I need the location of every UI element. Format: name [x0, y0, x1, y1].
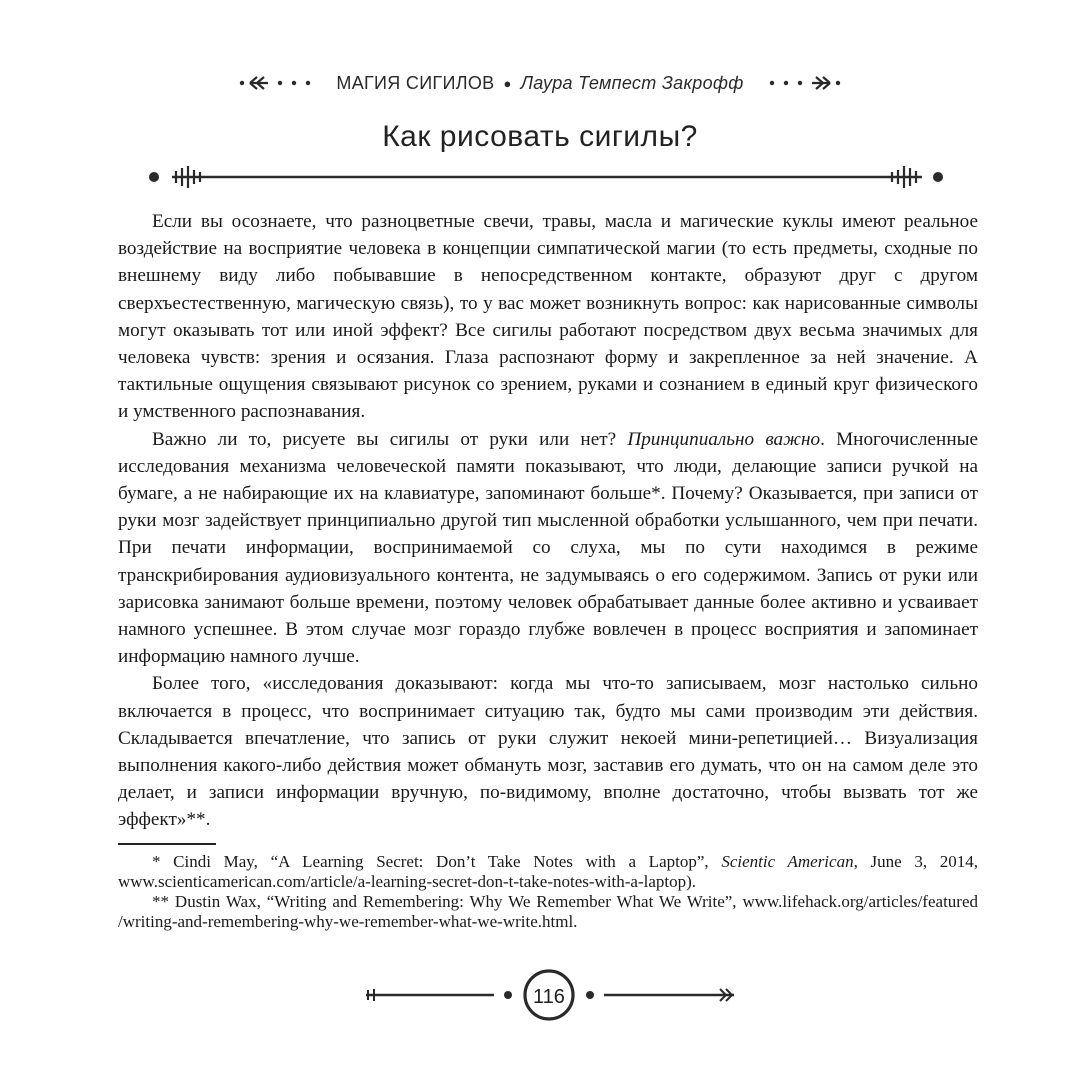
paragraph-2-emphasis: Принципиально важно	[627, 428, 821, 450]
page-number: 116	[533, 986, 565, 1008]
page-title: Как рисовать сигилы?	[382, 120, 698, 153]
head-separator: ●	[503, 75, 512, 91]
footnote-divider	[118, 843, 216, 845]
paragraph-2	[118, 426, 978, 671]
paragraph-1: Если вы осознаете, что разноцветные свечи, травы, масла и магические куклы имеют реальное воздействие на восприятие человека в концепции симпатической магии (то есть предметы, сходные по внешнему виду либо побывавшие в непосредственном контакте, образуют друг с другом сверхъестественную, магическую связь), то у вас может возникнуть вопрос: как нарисованные символы могут оказывать тот или иной эффект? Все сигилы работают посредством двух весьма значимых для человека чувств: зрения и осязания. Глаза распознают форму и закрепленное за ней значение. А тактильные ощущения связывают рисунок со зрением, руками и сознанием в единый круг физического и умственного распознавания.	[118, 211, 978, 423]
footnote-1	[118, 852, 978, 892]
footnote-1-text-end: , June 3, 2014, www.scienticamerican.com/article/a-learning-secret-don-t-take-notes-with-a-laptop).	[118, 852, 979, 891]
paragraph-3: Более того, «исследования доказывают: когда мы что-то записываем, мозг настолько сильно включается в процесс, что воспринимает ситуацию так, будто мы сами производим эти действия. Складывается впечатление, что запись от руки служит некоей мини-репетицией… Визуализация выполнения какого-либо действия может обмануть мозг, заставив его думать, что он на самом деле это делает, и записи информации вручную, по-видимому, вполне достаточно, чтобы вызвать тот же эффект»**.	[118, 673, 978, 831]
paragraph-2-text-start: Важно ли то, рисуете вы сигилы от руки или нет?	[152, 428, 628, 450]
footnote-2: ** Dustin Wax, “Writing and Remembering: Why We Remember What We Write”, www.lifehack.org/articles/featured /writing-and-remembering-why-we-remember-what-we-write.html.	[118, 892, 978, 931]
book-author: Лаура Темпест Закрофф	[520, 72, 744, 93]
footnotes	[118, 852, 978, 932]
paragraph-2-text-end: . Многочисленные исследования механизма человеческой памяти показывают, что люди, делающие записи ручкой на бумаге, а не набирающие их на клавиатуре, запоминают больше*. Почему? Оказывается, при записи от руки мозг задействует принципиально другой тип мысленной обработки услышанного, чем при печати. При печати информации, воспринимаемой со слуха, мы по сути находимся в режиме транскрибирования аудиовизуального контента, не задумываясь о его содержимом. Запись от руки или зарисовка занимают больше времени, поэтому человек обрабатывает данные более активно и усваивает намного успешнее. В этом случае мозг гораздо глубже вовлечен в процесс восприятия и запоминает информацию намного лучше.	[118, 428, 979, 668]
body-text	[118, 208, 978, 834]
left-arrow-ornament-icon	[238, 72, 318, 94]
right-arrow-ornament-icon	[762, 72, 842, 94]
book-title: МАГИЯ СИГИЛОВ	[336, 72, 495, 93]
running-head-text	[336, 73, 743, 94]
running-head	[0, 72, 1080, 94]
footnote-1-text-start: * Cindi May, “A Learning Secret: Don’t Take Notes with a Laptop”,	[152, 852, 722, 871]
title-divider-ornament-icon	[146, 158, 946, 194]
footnote-1-journal: Scientic American	[721, 852, 854, 871]
